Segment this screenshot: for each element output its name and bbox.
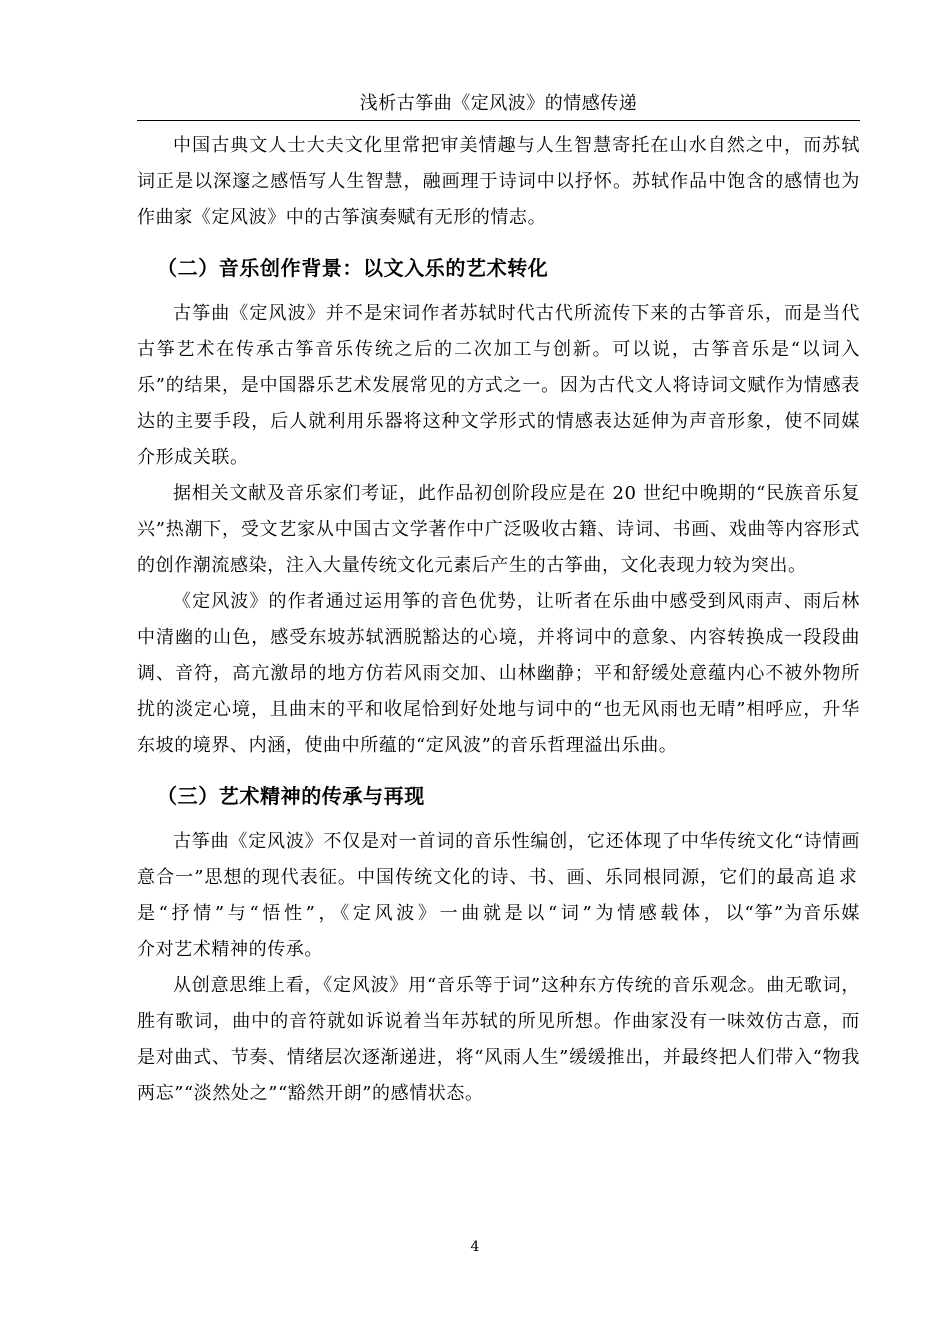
section-heading-3: （三）艺术精神的传承与再现	[157, 784, 425, 808]
paragraph-1: 中国古典文人士大夫文化里常把审美情趣与人生智慧寄托在山水自然之中，而苏轼词正是以深邃之感悟写人生智慧，融画理于诗词中以抒怀。苏轼作品中饱含的感情也为作曲家《定风波》中的古筝演奏赋有无形的情志。	[137, 135, 860, 228]
paragraph-5-part-2: 高追求是“抒情”与“悟性”，《定风波》一曲就是以“词”为情感载体，	[137, 867, 860, 924]
paragraph-2: 古筝曲《定风波》并不是宋词作者苏轼时代古代所流传下来的古筝音乐，而是当代古筝艺术在传承古筝音乐传统之后的二次加工与创新。可以说，古筝音乐是“以词入乐”的结果，是中国器乐艺术发展常见的方式之一。因为古代文人将诗词文赋作为情感表达的主要手段，后人就利用乐器将这种文学形式的情感表达延伸为声音形象，使不同媒介形成关联。	[137, 303, 860, 468]
paragraph-5	[137, 824, 860, 968]
paragraph-3: 据相关文献及音乐家们考证，此作品初创阶段应是在 20 世纪中晚期的“民族音乐复兴”热潮下，受文艺家从中国古文学著作中广泛吸收古籍、诗词、书画、戏曲等内容形式的创作潮流感染，注入大量传统文化元素后产生的古筝曲，文化表现力较为突出。	[137, 483, 860, 576]
paragraph-4: 《定风波》的作者通过运用筝的音色优势，让听者在乐曲中感受到风雨声、雨后林中清幽的山色，感受东坡苏轼洒脱豁达的心境，并将词中的意象、内容转换成一段段曲调、音符，高亢激昂的地方仿若风雨交加、山林幽静；平和舒缓处意蕴内心不被外物所扰的淡定心境，且曲末的平和收尾恰到好处地与词中的“也无风雨也无晴”相呼应，升华东坡的境界、内涵，使曲中所蕴的“定风波”的音乐哲理溢出乐曲。	[137, 591, 860, 756]
section-heading-2: （二）音乐创作背景：以文入乐的艺术转化	[157, 256, 549, 280]
paragraph-6: 从创意思维上看，《定风波》用“音乐等于词”这种东方传统的音乐观念。曲无歌词，胜有歌词，曲中的音符就如诉说着当年苏轼的所见所想。作曲家没有一味效仿古意，而是对曲式、节奏、情绪层次逐渐递进，将“风雨人生”缓缓推出，并最终把人们带入“物我两忘”“淡然处之”“豁然开朗”的感情状态。	[137, 975, 860, 1104]
header-rule	[137, 120, 860, 121]
paragraph-5-part-3: 以“筝”为音乐媒介对艺术精神的传承。	[137, 903, 860, 960]
running-header: 浅析古筝曲《定风波》的情感传递	[359, 93, 638, 114]
page-number: 4	[470, 1239, 480, 1255]
paragraph-5-part-1: 古筝曲《定风波》不仅是对一首词的音乐性编创，它还体现了中华传统文化“诗情画意合一”思想的现代表征。中国传统文化的诗、书、画、乐同根同源，它们的最	[137, 831, 860, 888]
page-body	[137, 128, 860, 1112]
